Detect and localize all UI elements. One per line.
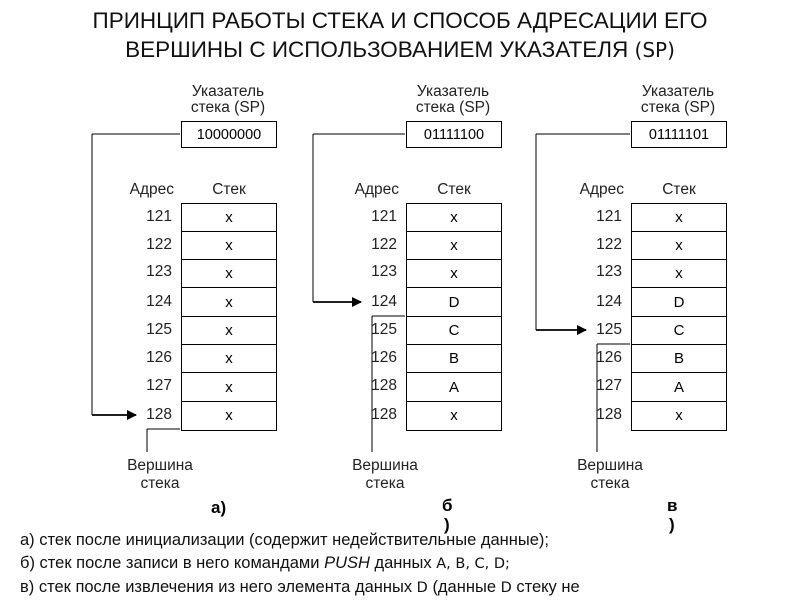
panel-letter-b-line2: ) (444, 515, 450, 534)
note-b (20, 552, 800, 576)
stack-header: Стек (212, 181, 246, 198)
stack-cell: D (631, 287, 727, 318)
note-b-command: PUSH (324, 554, 370, 572)
pointer-label-line1: Указатель (191, 83, 265, 100)
note-c (20, 576, 800, 600)
stack-cell: B (406, 344, 502, 374)
stack-address: 122 (596, 236, 622, 253)
stack-header: Стек (437, 181, 471, 198)
stack-cell: A (406, 372, 502, 403)
title-line-1: ПРИНЦИП РАБОТЫ СТЕКА И СПОСОБ АДРЕСАЦИИ ЕГО (92, 8, 708, 33)
stack-address: 121 (371, 208, 397, 225)
stack-cell: A (631, 372, 727, 403)
stack-address: 128 (371, 406, 397, 423)
address-header: Адрес (579, 181, 624, 198)
title-line-2-text: ВЕРШИНЫ С ИСПОЛЬЗОВАНИЕМ УКАЗАТЕЛЯ (125, 37, 629, 62)
stack-cell: x (631, 203, 727, 233)
stack-address: 122 (371, 236, 397, 253)
stack-top-caption-line2: стека (365, 475, 405, 492)
sp-register: 01111100 (406, 121, 502, 148)
stack-cell: C (631, 316, 727, 346)
stack-address: 125 (146, 321, 172, 338)
stack-address: 123 (146, 263, 172, 280)
panel-letter-c-line1: в (667, 496, 678, 515)
notes (20, 529, 800, 600)
note-c-pre: в) стек после извлечения из него элемента данных (20, 578, 413, 596)
sp-register: 01111101 (631, 121, 727, 148)
stack-address: 127 (146, 377, 172, 394)
stack-cell: x (406, 203, 502, 233)
note-a: а) стек после инициализации (содержит недействительные данные); (20, 531, 550, 549)
stack-address: 124 (371, 293, 397, 310)
stack-top-caption-line1: Вершина (352, 457, 418, 474)
stack-cell: x (406, 401, 502, 431)
panel-letter-c-line2: ) (669, 515, 675, 534)
stack-cell: x (181, 401, 277, 431)
pointer-label-line2: стека (SP) (190, 99, 266, 116)
pointer-label-line1: Указатель (416, 83, 490, 100)
stack-cell: x (181, 316, 277, 346)
pointer-label-line2: стека (SP) (640, 99, 716, 116)
stack-address: 122 (146, 236, 172, 253)
stack-cell: x (406, 259, 502, 289)
stack-address: 121 (596, 208, 622, 225)
title-sp-label: (SP) (634, 38, 675, 62)
stack-address: 124 (146, 293, 172, 310)
address-header: Адрес (354, 181, 399, 198)
stack-header: Стек (662, 181, 696, 198)
stack-cell: x (631, 401, 727, 431)
note-c-d2: D (500, 580, 512, 596)
panel-letter-a: а) (211, 498, 227, 517)
stack-cell: x (181, 259, 277, 289)
stack-cell: x (631, 231, 727, 261)
stack-cell: B (631, 344, 727, 374)
stack-address: 124 (596, 293, 622, 310)
stack-cell: x (181, 344, 277, 374)
stack-address: 128 (371, 377, 397, 394)
stack-cell: x (181, 231, 277, 261)
stack-cell: x (406, 231, 502, 261)
stack-address: 126 (596, 349, 622, 366)
note-c-d1: D (416, 580, 428, 596)
stack-cell: x (181, 287, 277, 318)
stack-cell: x (181, 372, 277, 403)
stack-address: 123 (596, 263, 622, 280)
stack-top-caption-line2: стека (140, 475, 180, 492)
stack-address: 127 (596, 377, 622, 394)
pointer-label-line2: стека (SP) (415, 99, 491, 116)
note-b-mid: данных (374, 554, 432, 572)
stack-cell: C (406, 316, 502, 346)
stack-address: 123 (371, 263, 397, 280)
stack-top-caption-line2: стека (590, 475, 630, 492)
note-b-data: A, B, C, D; (436, 556, 510, 572)
stack-address: 128 (596, 406, 622, 423)
address-header: Адрес (129, 181, 174, 198)
sp-register: 10000000 (181, 121, 277, 148)
note-c-post: стеку не (516, 578, 580, 596)
stack-cell: x (181, 203, 277, 233)
note-b-pre: б) стек после записи в него командами (20, 554, 320, 572)
stack-address: 125 (596, 321, 622, 338)
stack-cell: D (406, 287, 502, 318)
note-c-mid: (данные (432, 578, 496, 596)
stack-address: 126 (371, 349, 397, 366)
stack-address: 121 (146, 208, 172, 225)
panel-letter-b-line1: б (442, 496, 453, 515)
stack-address: 125 (371, 321, 397, 338)
stack-address: 128 (146, 406, 172, 423)
stack-cell: x (631, 259, 727, 289)
stack-top-caption-line1: Вершина (127, 457, 193, 474)
stack-top-caption-line1: Вершина (577, 457, 643, 474)
pointer-label-line1: Указатель (641, 83, 715, 100)
stack-address: 126 (146, 349, 172, 366)
